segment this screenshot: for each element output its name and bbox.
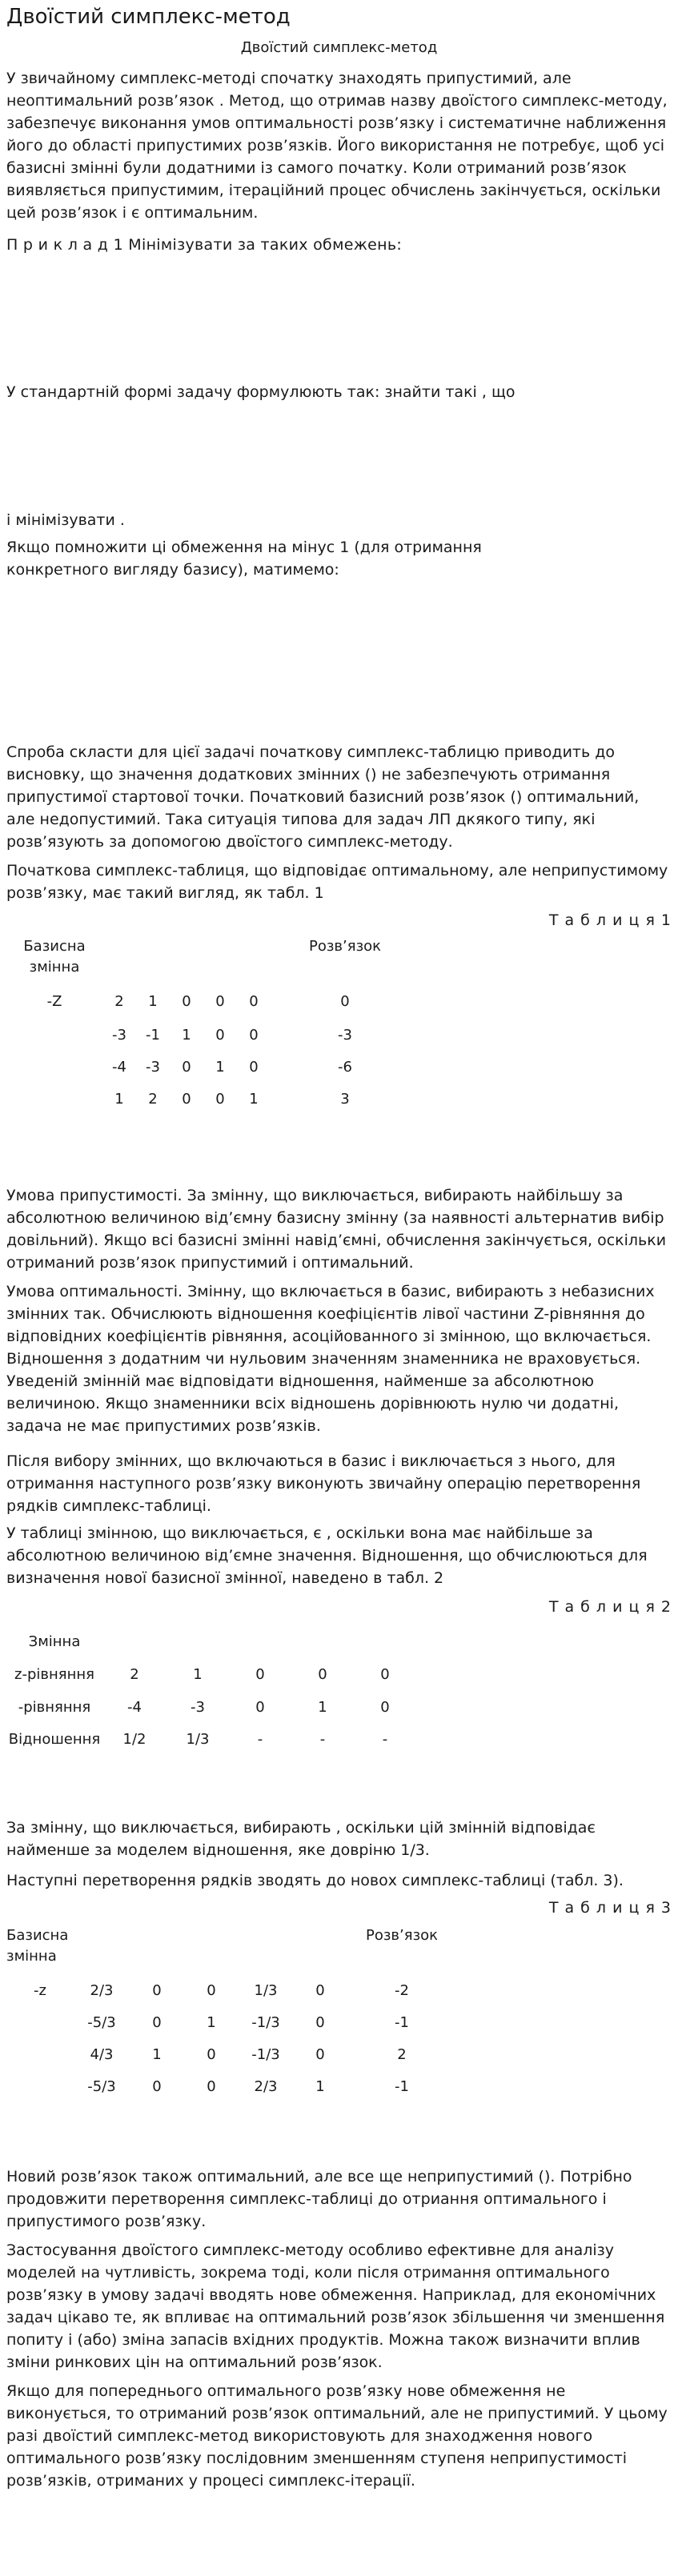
table-row: -5/3 0 0 2/3 1 -1: [87, 2078, 409, 2095]
table1-caption: Т а б л и ц я 1: [548, 911, 672, 929]
table-3: [6, 1925, 450, 2103]
section-title: Двоїстий симплекс-метод: [240, 39, 438, 56]
paragraph-table1-text: У таблиці змінною, що виключається, є , оскільки вона має найбільше за абсолютною величиною від’ємне значення. Відношення, що обчислюються для визначення нової базисної змінної, наведено в табл. 2: [6, 1524, 648, 1587]
paragraph-new-solution: Новий розв’язок також оптимальний, але все ще неприпустимий (). Потрібно продовжити перетворення симплекс-таблиці до отриання оптимального і припустимого розв’язку.: [6, 2168, 632, 2230]
table-row: -4 -3 0 1 0 -6: [112, 1059, 352, 1076]
paragraph-feasibility: Умова припустимості. За змінну, що виключається, вибирають найбільшу за абсолютною величиною від’ємну базисну змінну (за наявності альтернатив вибір довільний). Якщо всі базисні змінні навід’ємні, обчислення закінчується, оскільки отриманий розв’язок припустимий і оптимальний.: [6, 1187, 667, 1272]
paragraph-intro: У звичайному симплекс-методі спочатку знаходять припустимий, але неоптимальний розв’язок . Метод, що отримав назву двоїстого симплекс-методу, забезпечує виконання умов оптимальності розв’язку і систематичне наближення його до області припустимих розв’язків. Його використання не потребує, щоб усі базисні змінні були додатними із самого початку. Коли отриманий розв’язок виявляється припустимим, ітераційний процес обчислень закінчується, оскільки цей розв’язок і є оптимальним.: [6, 70, 668, 222]
table-row: 4/3 1 0 -1/3 0 2: [90, 2046, 407, 2063]
paragraph-attempt: Спроба скласти для цієї задачі початкову симплекс-таблицю приводить до висновку, що значення додаткових змінних () не забезпечують отримання припустимої стартової точки. Початковий базисний розв’язок () оптимальний, але недопустимий. Така ситуація типова для задач ЛП дкякого типу, які розв’язують за допомогою двоїстого симплекс-методу.: [6, 743, 640, 851]
paragraph-optimality: Умова оптимальності. Змінну, що включається в базис, вибирають з небазисних змінних так. Обчислюють відношення коефіцієнтів лівої частини Z-рівняння до відповідних коефіцієнтів рівняння, асоційованного зі змінною, що включається. Відношення з додатним чи нульовим значенням знаменника не враховується. Уведеній змінній має відповідати відношення, найменше за абсолютною величиною. Якщо знаменники всіх відношень дорівнюють нулю чи додатні, задача не має припустимих розв’язків.: [6, 1283, 655, 1435]
table3-solution-header: Розв’язок: [365, 1927, 439, 1944]
table-row: 1 2 0 0 1 3: [114, 1091, 350, 1108]
table2-header: Змінна: [28, 1633, 81, 1650]
table-1: [6, 936, 389, 1116]
table3-basis-header: Базисна змінна: [6, 1927, 69, 1965]
paragraph-final: Якщо для попереднього оптимального розв’язку нове обмеження не виконується, то отриманий розв’язок оптимальний, але не припустимий. У цьому разі двоїстий симплекс-метод використовують для знаходження нового оптимального розв’язку послідовним зменшенням ступеня неприпустимості розв’язків, отриманих у процесі симплекс-ітерації.: [6, 2382, 668, 2490]
table2-caption: Т а б л и ц я 2: [548, 1598, 672, 1616]
table3-caption: Т а б л и ц я 3: [548, 1899, 672, 1917]
paragraph-choose: За змінну, що виключається, вибирають , оскільки цій змінній відповідає найменше за моделем відношення, яке довріню 1/3.: [6, 1819, 596, 1859]
paragraph-initial-table: Початкова симплекс-таблиця, що відповідає оптимальному, але неприпустимому розв’язку, має такий вигляд, як табл. 1: [6, 862, 668, 902]
doc-title: Двоїстий симплекс-метод: [6, 5, 291, 29]
table-row: -z 2/3 0 0 1/3 0 -2: [34, 1982, 409, 1999]
table-2: [6, 1626, 416, 1756]
paragraph-minimize: і мінімізувати .: [6, 511, 125, 529]
table-row: -5/3 0 1 -1/3 0 -1: [87, 2014, 409, 2031]
table1-solution-header: Розв’язок: [308, 938, 382, 955]
paragraph-application: Застосування двоїстого симплекс-методу особливо ефективне для аналізу моделей на чутливість, зокрема тоді, коли після отримання оптимального розв’язку в умову задачі вводять нове обмеження. Наприклад, для економічних задач цікаво те, як впливає на оптимальний розв’язок збільшення чи зменшення попиту і (або) зміна запасів вхідних продуктів. Можна також визначити вплив зміни ринкових цін на оптимальний розв’язок.: [6, 2241, 665, 2371]
paragraph-after: Після вибору змінних, що включаються в базис і виключається з нього, для отримання наступного розв’язку виконують звичайну операцію перетворення рядків симплекс-таблиці.: [6, 1452, 641, 1515]
table-row: Відношення 1/2 1/3 - - -: [8, 1731, 388, 1748]
paragraph-example: П р и к л а д 1 Мінімізувати за таких обмежень:: [6, 236, 403, 254]
table-row: z-рівняння 2 1 0 0 0: [14, 1666, 390, 1683]
paragraph-next: Наступні перетворення рядків зводять до новох симплекс-таблиці (табл. 3).: [6, 1872, 624, 1889]
table1-basis-header: Базисна змінна: [23, 938, 86, 976]
paragraph-multiply: Якщо помножити ці обмеження на мінус 1 (для отримання конкретного вигляду базису), матимемо:: [6, 539, 482, 579]
table-row: -рівняння -4 -3 0 1 0: [18, 1699, 390, 1716]
table-row: -3 -1 1 0 0 -3: [112, 1027, 352, 1044]
table-row: -Z 2 1 0 0 0 0: [46, 993, 350, 1010]
paragraph-standard-form: У стандартній формі задачу формулюють так: знайти такі , що: [6, 383, 516, 401]
